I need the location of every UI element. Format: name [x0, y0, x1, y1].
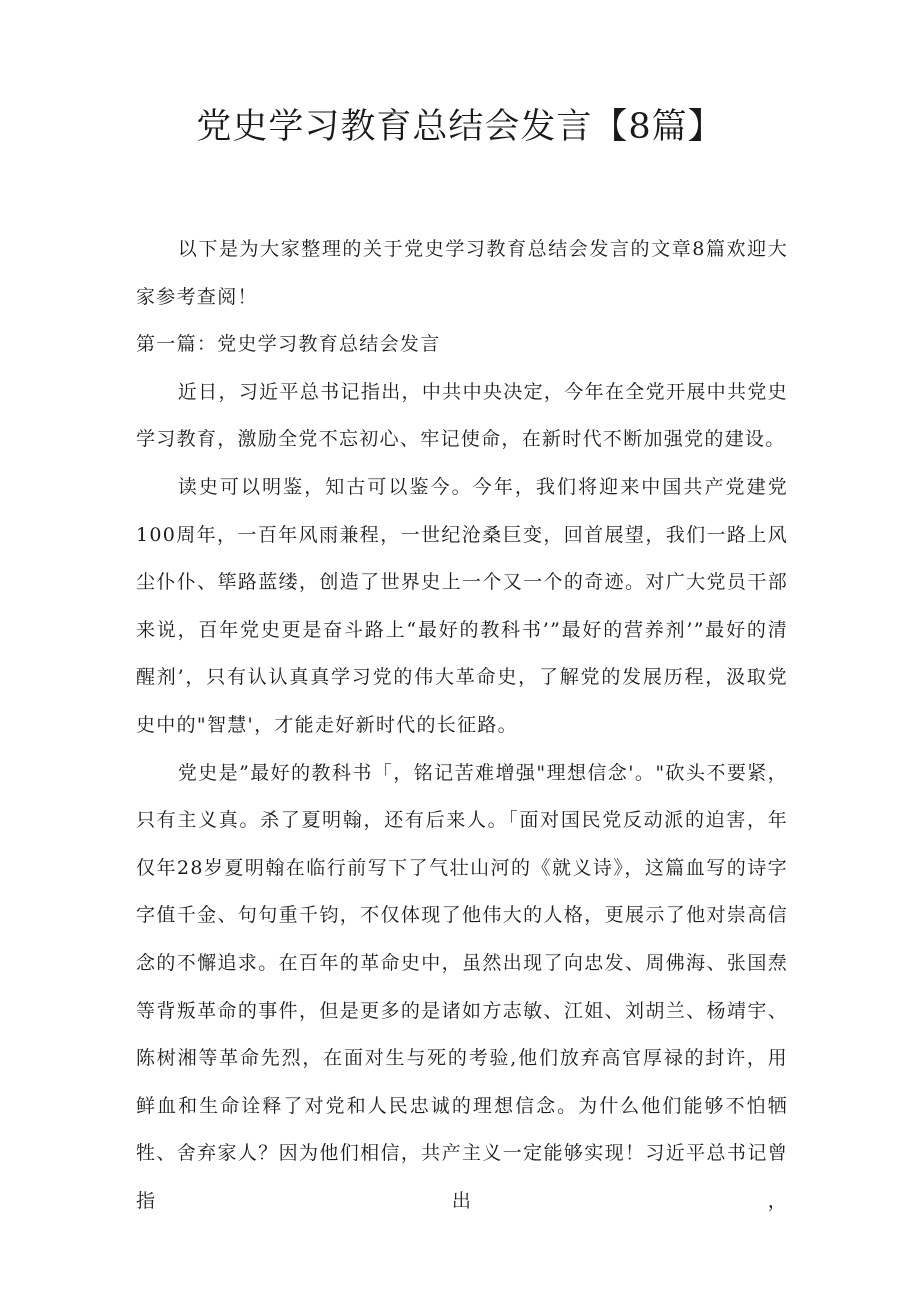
- document-body: [136, 226, 788, 1225]
- body-paragraph: 党史是”最好的教科书「，铭记苦难增强"理想信念'。"砍头不要紧，只有主义真。杀了夏明翰，还有后来人。「面对国民党反动派的迫害，年仅年28岁夏明翰在临行前写下了气壮山河的《就义诗》，这篇血写的诗字字值千金、句句重千钧，不仅体现了他伟大的人格，更展示了他对崇高信念的不懈追求。在百年的革命史中，虽然出现了向忠发、周佛海、张国焘等背叛革命的事件，但是更多的是诸如方志敏、江姐、刘胡兰、杨靖宇、陈树湘等革命先烈，在面对生与死的考验,他们放弃高官厚禄的封许，用鲜血和生命诠释了对党和人民忠诚的理想信念。为什么他们能够不怕牺牲、舍弃家人？因为他们相信，共产主义一定能够实现！习近平总书记曾指出，: [136, 761, 788, 1212]
- body-paragraph: 读史可以明鉴，知古可以鉴今。今年，我们将迎来中国共产党建党100周年，一百年风雨兼程，一世纪沧桑巨变，回首展望，我们一路上风尘仆仆、筚路蓝缕，创造了世界史上一个又一个的奇迹。对广大党员干部来说，百年党史更是奋斗路上“最好的教科书’”最好的营养剂’”最好的清醒剂’，只有认认真真学习党的伟大革命史，了解党的发展历程，汲取党史中的"智慧'，才能走好新时代的长征路。: [136, 475, 788, 736]
- document-title: 党史学习教育总结会发言【8篇】: [196, 107, 724, 147]
- section-heading: 第一篇：党史学习教育总结会发言: [136, 333, 441, 356]
- intro-paragraph: 以下是为大家整理的关于党史学习教育总结会发言的文章8篇欢迎大家参考查阅！: [136, 238, 788, 308]
- body-paragraph: 近日，习近平总书记指出，中共中央决定，今年在全党开展中共党史学习教育，激励全党不忘初心、牢记使命，在新时代不断加强党的建设。: [136, 380, 788, 451]
